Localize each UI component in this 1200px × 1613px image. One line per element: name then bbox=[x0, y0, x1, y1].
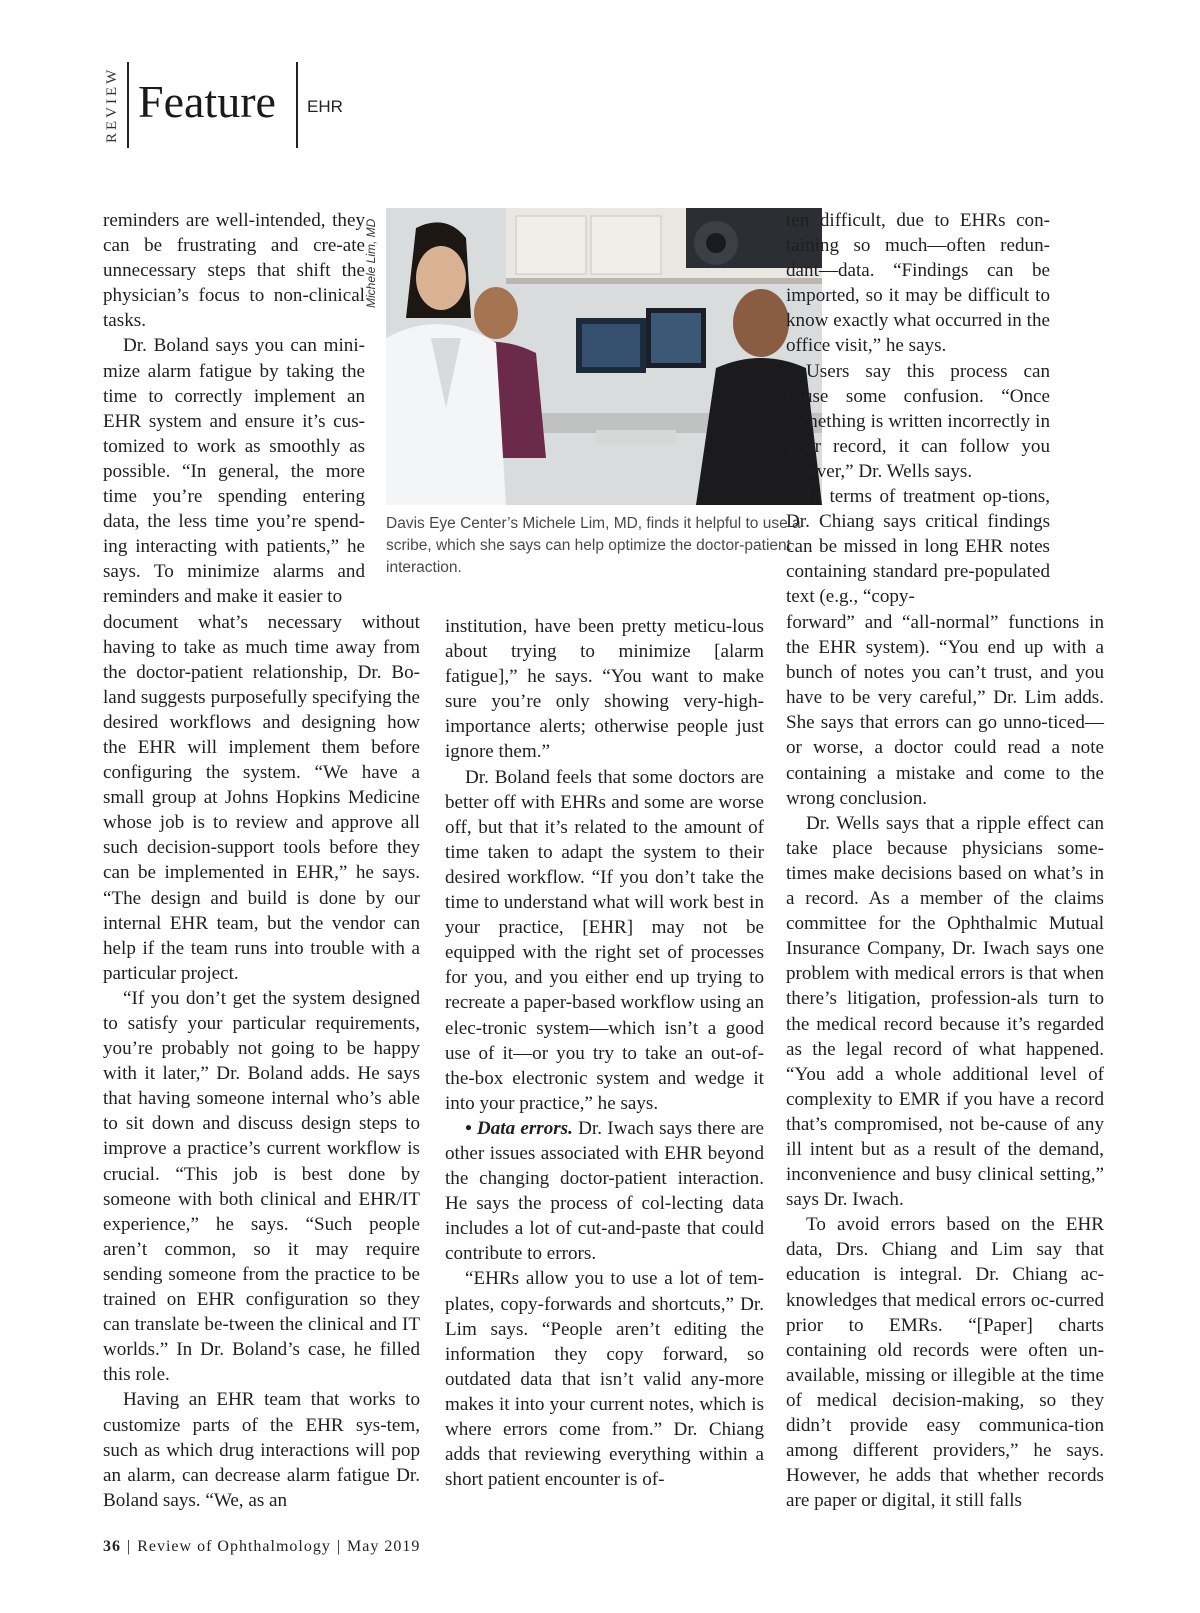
page-title: Feature bbox=[138, 76, 276, 127]
photo-credit: Michele Lim, MD bbox=[364, 218, 378, 308]
column-right-lower bbox=[786, 610, 1104, 1513]
paragraph: Dr. Boland says you can mini-mize alarm fatigue by taking the time to correctly implement an EHR system and ensure it’s cus-tomized to work as smoothly as possible. “In general, the more time you’re spending entering data, the less time you’re spend-ing interacting with patients,” he says. To minimize alarms and reminders and make it easier to bbox=[103, 335, 365, 608]
page-number: 36 bbox=[103, 1538, 121, 1555]
paragraph: document what’s necessary without having to take as much time away from the doctor-patient relationship, Dr. Bo-land suggests purposefully specifying the desired workflows and designing how the EHR will implement them before configuring the system. “We have a small group at Johns Hopkins Medicine whose job is to review and approve all such decision-support tools before they can be implemented in EHR,” he says. “The design and build is done by our internal EHR team, but the vendor can help if the team runs into trouble with a particular project. bbox=[103, 611, 420, 984]
issue-date: May 2019 bbox=[347, 1538, 421, 1555]
article-photo bbox=[386, 208, 822, 505]
column-middle bbox=[445, 614, 764, 1492]
header-divider-right bbox=[296, 62, 298, 148]
paragraph-body: Dr. Iwach says there are other issues associated with EHR beyond the changing doctor-patient interaction. He says the process of col-lecting data includes a lot of cut-and-paste that could contribute to errors. bbox=[445, 1117, 764, 1265]
subhead-data-errors: • Data errors. bbox=[465, 1117, 573, 1139]
paragraph: “EHRs allow you to use a lot of tem-plates, copy-forwards and shortcuts,” Dr. Lim says. “People aren’t editing the information they copy forward, so outdated data that isn’t valid any-more makes it into your current notes, which is where errors come from.” Dr. Chiang adds that reviewing everything within a short patient encounter is of- bbox=[445, 1268, 764, 1491]
paragraph: Users say this process can cause some confusion. “Once something is written incorrectly in your record, it can follow you forever,” Dr. Wells says. bbox=[786, 360, 1050, 482]
column-left bbox=[103, 208, 420, 1513]
column-right bbox=[786, 208, 1104, 610]
paragraph: In terms of treatment op-tions, Dr. Chiang says critical findings can be missed in long EHR notes containing standard pre-populated text (e.g., “copy- bbox=[786, 486, 1050, 608]
section-label: EHR bbox=[307, 97, 343, 116]
review-kicker: REVIEW bbox=[104, 66, 120, 144]
paragraph: “If you don’t get the system designed to satisfy your particular requirements, you’re probably not going to be happy with it later,” Dr. Boland adds. He says that having someone internal who’s able to sit down and discuss design steps to improve a practice’s current workflow is crucial. “This job is best done by someone with both clinical and EHR/IT experience,” he says. “Such people aren’t common, so it may require sending someone from the practice to be trained on EHR configuration so they can translate be-tween the clinical and IT worlds.” In Dr. Boland’s case, he filled this role. bbox=[103, 987, 420, 1386]
publication-name: Review of Ophthalmology bbox=[137, 1538, 331, 1555]
paragraph: To avoid errors based on the EHR data, Drs. Chiang and Lim say that education is integral. Dr. Chiang ac-knowledges that medical errors oc-curred prior to EMRs. “[Paper] charts containing old records were often un-available, missing or illegible at the time of medical decision-making, so they didn’t provide easy communica-tion among different providers,” he says. However, he adds that whether records are paper or digital, it still falls bbox=[786, 1214, 1104, 1512]
page-footer: 36 | Review of Ophthalmology | May 2019 bbox=[103, 1538, 421, 1555]
paragraph-data-errors bbox=[445, 1116, 764, 1267]
paragraph: forward” and “all-normal” functions in the EHR system). “You end up with a bunch of notes you can’t trust, and you have to be very careful,” Dr. Lim adds. She says that errors can go unno-ticed—or worse, a doctor could read a note containing a mistake and come to the wrong conclusion. bbox=[786, 612, 1104, 809]
paragraph: ten difficult, due to EHRs con-taining so much—often redun-dant—data. “Findings can be imported, so it may be difficult to know exactly what occurred in the office visit,” he says. bbox=[786, 210, 1050, 357]
paragraph: Having an EHR team that works to customize parts of the EHR sys-tem, such as which drug interactions will pop an alarm, can decrease alarm fatigue Dr. Boland says. “We, as an bbox=[103, 1389, 420, 1511]
paragraph: Dr. Wells says that a ripple effect can take place because physicians some-times make decisions based on what’s in a record. As a member of the claims committee for the Ophthalmic Mutual Insurance Company, Dr. Iwach says one problem with medical errors is that when there’s litigation, profession-als turn to the medical record because it’s regarded as the legal record of what happened. “You add a whole additional level of complexity to EMR if you have a record that’s compromised, not be-cause of any ill intent but as a result of the demand, inconvenience and busy clinical setting,” says Dr. Iwach. bbox=[786, 812, 1104, 1211]
photo-caption: Davis Eye Center’s Michele Lim, MD, finds it helpful to use a scribe, which she says can help optimize the doctor-patient interaction. bbox=[386, 515, 801, 576]
paragraph: reminders are well-intended, they can be frustrating and cre-ate unnecessary steps that shift the physician’s focus to non-clinical tasks. bbox=[103, 210, 365, 332]
paragraph: institution, have been pretty meticu-lous about trying to minimize [alarm fatigue],” he says. “You want to make sure you’re only showing very-high-importance alerts; otherwise people just ignore them.” bbox=[445, 616, 764, 763]
paragraph: Dr. Boland feels that some doctors are better off with EHRs and some are worse off, but that it’s related to the amount of time taken to adapt the system to their desired workflow. “If you don’t take the time to understand what will work best in your practice, [EHR] may not be equipped with the right set of processes for you, and you either end up trying to recreate a paper-based workflow using an elec-tronic system—which isn’t a good use of it—or you try to take an out-of-the-box electronic system and wedge it into your practice,” he says. bbox=[445, 766, 764, 1114]
photo-illustration bbox=[386, 208, 822, 505]
header-divider-left bbox=[127, 62, 129, 148]
